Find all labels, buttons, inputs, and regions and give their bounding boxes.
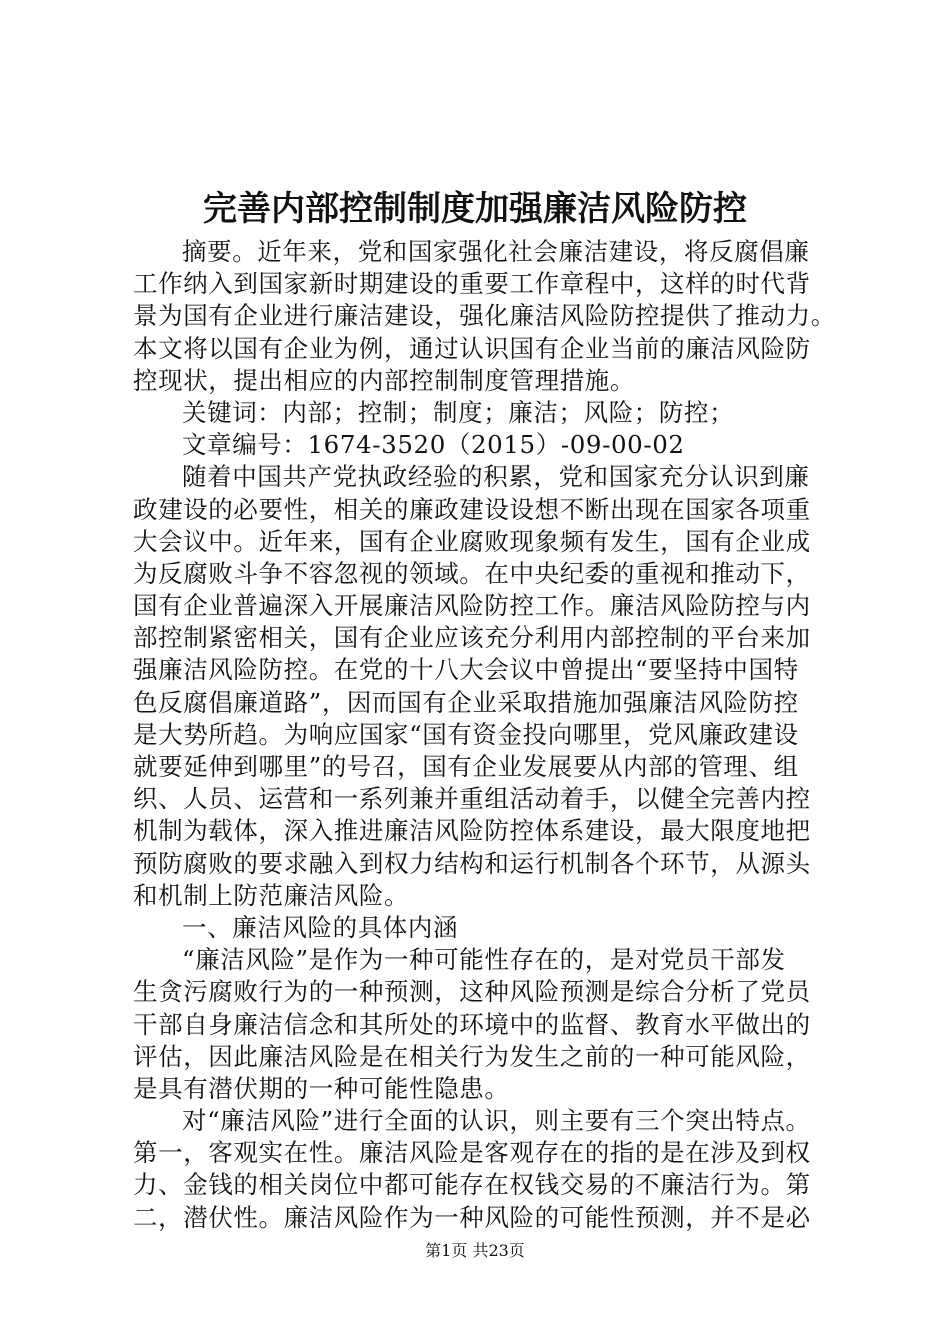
text-line: 工作纳入到国家新时期建设的重要工作章程中，这样的时代背 xyxy=(133,269,811,299)
text-line: 一、廉洁风险的具体内涵 xyxy=(182,912,459,942)
text-line: 政建设的必要性，相关的廉政建设设想不断出现在国家各项重 xyxy=(133,494,811,524)
text-line: 织、人员、运营和一系列兼并重组活动着手，以健全完善内控 xyxy=(133,784,811,814)
text-line: 评估，因此廉洁风险是在相关行为发生之前的一种可能风险， xyxy=(133,1041,811,1071)
text-line: 力、金钱的相关岗位中都可能存在权钱交易的不廉洁行为。第 xyxy=(133,1170,811,1200)
document-body xyxy=(133,236,853,1234)
text-line: 控现状，提出相应的内部控制制度管理措施。 xyxy=(133,365,635,395)
text-line: 对“廉洁风险”进行全面的认识，则主要有三个突出特点。 xyxy=(182,1106,811,1136)
text-line: 第一，客观实在性。廉洁风险是客观存在的指的是在涉及到权 xyxy=(133,1138,811,1168)
document-title: 完善内部控制制度加强廉洁风险防控 xyxy=(203,189,747,229)
text-line: 二，潜伏性。廉洁风险作为一种风险的可能性预测，并不是必 xyxy=(133,1202,811,1232)
text-line: 文章编号：1674-3520（2015）-09-00-02 xyxy=(182,430,685,460)
text-line: 预防腐败的要求融入到权力结构和运行机制各个环节，从源头 xyxy=(133,848,811,878)
text-line: 摘要。近年来，党和国家强化社会廉洁建设，将反腐倡廉 xyxy=(182,237,810,266)
text-line: 关键词：内部；控制；制度；廉洁；风险；防控； xyxy=(182,397,735,427)
text-line: 是具有潜伏期的一种可能性隐患。 xyxy=(133,1073,510,1103)
text-line: 国有企业普遍深入开展廉洁风险防控工作。廉洁风险防控与内 xyxy=(133,591,811,621)
text-line: “廉洁风险”是作为一种可能性存在的，是对党员干部发 xyxy=(182,945,786,975)
text-line: 大会议中。近年来，国有企业腐败现象频有发生，国有企业成 xyxy=(133,526,811,556)
text-line: 随着中国共产党执政经验的积累，党和国家充分认识到廉 xyxy=(182,462,810,492)
text-line: 强廉洁风险防控。在党的十八大会议中曾提出“要坚持中国特 xyxy=(133,655,799,685)
page-footer: 第1页 共23页 xyxy=(425,1241,525,1260)
text-line: 景为国有企业进行廉洁建设，强化廉洁风险防控提供了推动力。 xyxy=(133,301,836,331)
text-line: 本文将以国有企业为例，通过认识国有企业当前的廉洁风险防 xyxy=(133,333,811,363)
text-line: 为反腐败斗争不容忽视的领域。在中央纪委的重视和推动下， xyxy=(133,558,811,588)
text-line: 和机制上防范廉洁风险。 xyxy=(133,880,410,910)
text-line: 干部自身廉洁信念和其所处的环境中的监督、教育水平做出的 xyxy=(133,1009,811,1039)
text-line: 机制为载体，深入推进廉洁风险防控体系建设，最大限度地把 xyxy=(133,816,811,846)
text-line: 部控制紧密相关，国有企业应该充分利用内部控制的平台来加 xyxy=(133,623,811,653)
text-line: 是大势所趋。为响应国家“国有资金投向哪里，党风廉政建设 xyxy=(133,719,799,749)
text-line: 生贪污腐败行为的一种预测，这种风险预测是综合分析了党员 xyxy=(133,977,811,1007)
text-line: 色反腐倡廉道路”，因而国有企业采取措施加强廉洁风险防控 xyxy=(133,687,799,717)
text-line: 就要延伸到哪里”的号召，国有企业发展要从内部的管理、组 xyxy=(133,752,799,781)
